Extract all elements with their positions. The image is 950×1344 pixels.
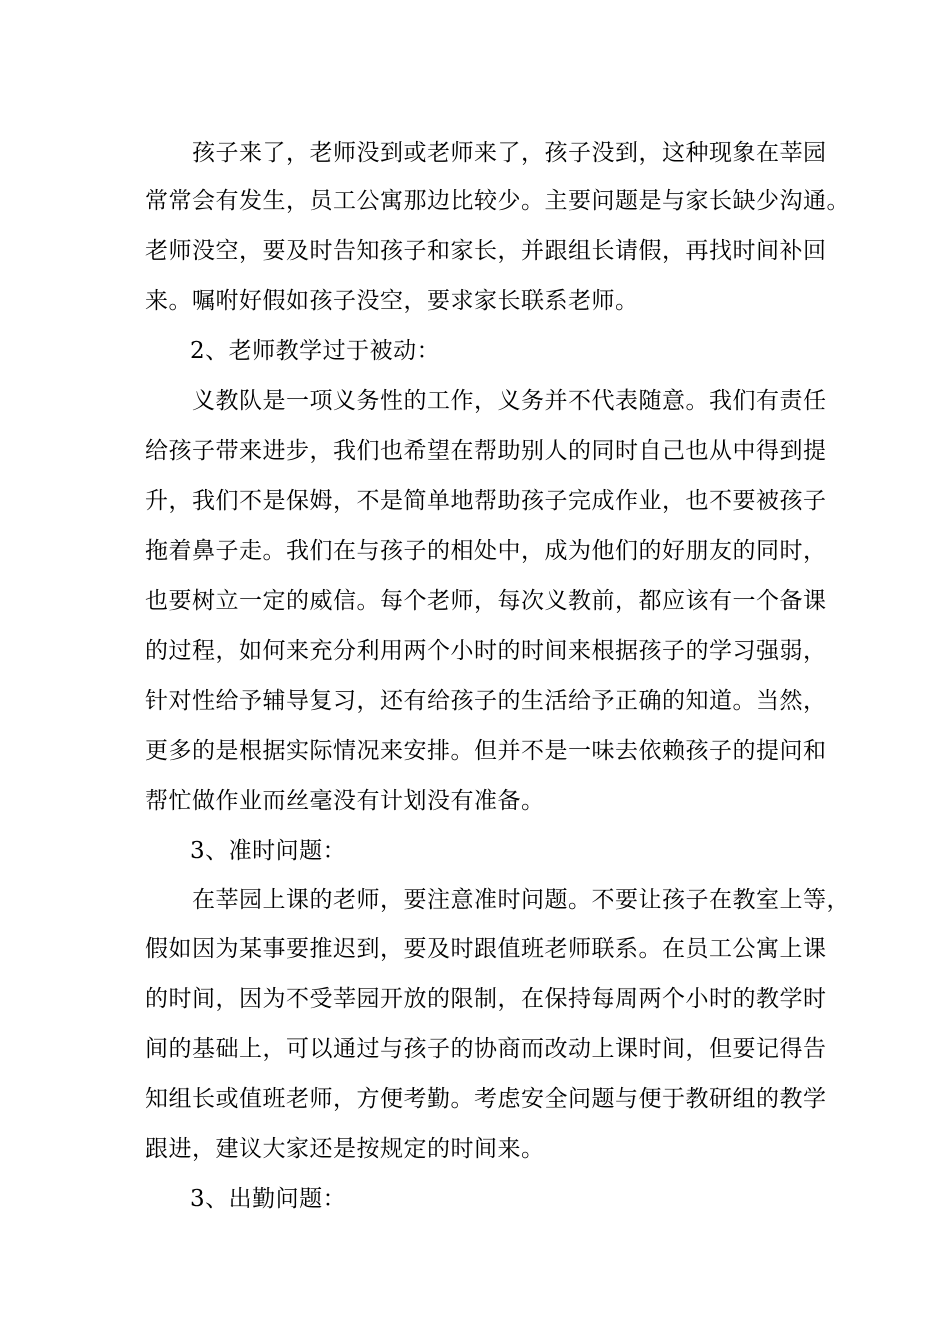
paragraph-line: 的时间，因为不受莘园开放的限制，在保持每周两个小时的教学时: [145, 986, 827, 1012]
paragraph-line: 针对性给予辅导复习，还有给孩子的生活给予正确的知道。当然，: [145, 688, 827, 714]
paragraph-line: 帮忙做作业而丝毫没有计划没有准备。: [145, 788, 545, 814]
paragraph-line: 常常会有发生，员工公寓那边比较少。主要问题是与家长缺少沟通。: [145, 188, 850, 214]
section-heading: 3、准时问题：: [190, 838, 347, 864]
paragraph-line: 也要树立一定的威信。每个老师，每次义教前，都应该有一个备课: [145, 588, 827, 614]
paragraph-line: 跟进，建议大家还是按规定的时间来。: [145, 1136, 545, 1162]
paragraph-line: 给孩子带来进步，我们也希望在帮助别人的同时自己也从中得到提: [145, 438, 827, 464]
paragraph-line: 间的基础上，可以通过与孩子的协商而改动上课时间，但要记得告: [145, 1036, 827, 1062]
section-heading: 3、出勤问题：: [190, 1186, 347, 1212]
paragraph-line: 升，我们不是保姆，不是简单地帮助孩子完成作业，也不要被孩子: [145, 488, 827, 514]
paragraph-line: 知组长或值班老师，方便考勤。考虑安全问题与便于教研组的教学: [145, 1086, 827, 1112]
paragraph-line: 来。嘱咐好假如孩子没空，要求家长联系老师。: [145, 288, 639, 314]
paragraph-line: 更多的是根据实际情况来安排。但并不是一味去依赖孩子的提问和: [145, 738, 827, 764]
section-heading: 2、老师教学过于被动：: [190, 338, 441, 364]
paragraph-line: 的过程，如何来充分利用两个小时的时间来根据孩子的学习强弱，: [145, 638, 827, 664]
paragraph-line: 老师没空，要及时告知孩子和家长，并跟组长请假，再找时间补回: [145, 238, 827, 264]
paragraph-line: 义教队是一项义务性的工作，义务并不代表随意。我们有责任: [192, 388, 827, 414]
paragraph-line: 假如因为某事要推迟到，要及时跟值班老师联系。在员工公寓上课: [145, 936, 827, 962]
paragraph-line: 在莘园上课的老师，要注意准时问题。不要让孩子在教室上等，: [192, 887, 850, 913]
paragraph-line: 孩子来了，老师没到或老师来了，孩子没到，这种现象在莘园: [192, 140, 827, 166]
paragraph-line: 拖着鼻子走。我们在与孩子的相处中，成为他们的好朋友的同时，: [145, 538, 827, 564]
